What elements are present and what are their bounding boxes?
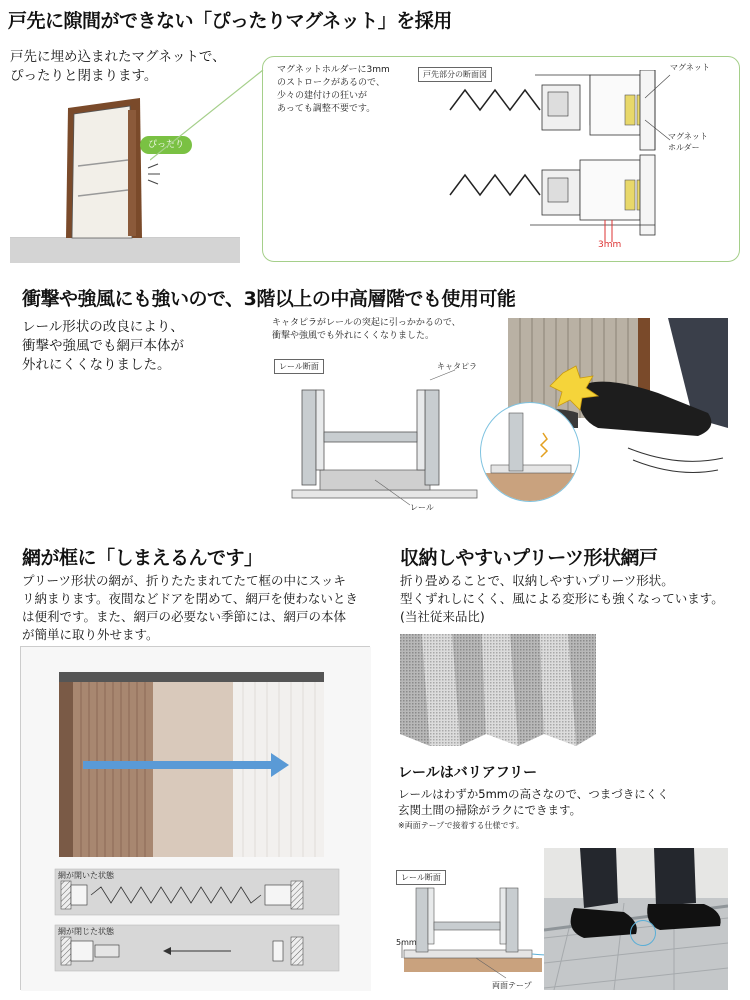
rail-closeup-circle (480, 402, 580, 502)
pleated-mesh-image (400, 634, 596, 746)
barrier-free-rail-label: レール断面 (396, 870, 446, 885)
state-open-label: 網が開いた状態 (58, 871, 114, 880)
section4-title: 収納しやすいプリーツ形状網戸 (400, 547, 658, 569)
magnet-holder-label: マグネット ホルダー (668, 132, 708, 152)
rail-section-label: レール断面 (274, 359, 324, 374)
shoes-on-rail-photo (544, 848, 728, 990)
cross-section-label: 戸先部分の断面図 (418, 67, 492, 82)
section3-title: 網が框に「しまえるんです」 (22, 547, 263, 569)
5mm-label: 5mm (396, 938, 417, 947)
rail-label: レール (410, 503, 434, 512)
section4-description: 折り畳めることで、収納しやすいプリーツ形状。 型くずれしにくく、風による変形にも強くなっています。 (当社従来品比) (400, 573, 724, 624)
section2-title: 衝撃や強風にも強いので、3階以上の中高層階でも使用可能 (22, 288, 516, 310)
section5-title: レールはバリアフリー (398, 765, 538, 781)
magnet-note: マグネットホルダーに3mm のストロークがあるので、 少々の建付けの狂いが あっても調整不要です。 (277, 65, 390, 114)
pittari-bubble: ぴったり (140, 136, 192, 154)
state-closed-label: 網が閉じた状態 (58, 927, 114, 936)
rail-highlight-circle (630, 920, 656, 946)
double-sided-tape-label: 両面テープ (492, 981, 532, 990)
section3-description: プリーツ形状の網が、折りたたまれてたて框の中にスッキ リ納まります。夜間などドアを閉めて、網戸を使わないとき は便利です。また、網戸の必要ない季節には、網戸の本体 が簡単に取り外せます。 (22, 573, 358, 642)
pleat-door-panel (20, 646, 370, 990)
tape-footnote: ※両面テープで接着する仕様です。 (398, 821, 524, 830)
caterpillar-note: キャタピラがレールの突起に引っかかるので、 衝撃や強風でも外れにくくなりました。 (272, 318, 461, 341)
section1-title: 戸先に隙間ができない「ぴったりマグネット」を採用 (8, 10, 452, 32)
section2-description: レール形状の改良により、 衝撃や強風でも網戸本体が 外れにくくなりました。 (22, 319, 184, 373)
magnet-label: マグネット (670, 63, 710, 72)
section1-description: 戸先に埋め込まれたマグネットで、 ぴったりと閉まります。 (10, 49, 226, 84)
connector-line (150, 50, 265, 170)
tip-cross-section-diagram (440, 70, 705, 250)
section5-description: レールはわずか5mmの高さなので、つまづきにくく 玄関土間の掃除がラクにできます。 (398, 787, 669, 817)
rail-cross-section-diagram (280, 370, 485, 515)
3mm-label: 3mm (598, 240, 622, 250)
barrier-free-rail-diagram (396, 880, 546, 988)
caterpillar-label: キャタピラ (437, 362, 477, 371)
